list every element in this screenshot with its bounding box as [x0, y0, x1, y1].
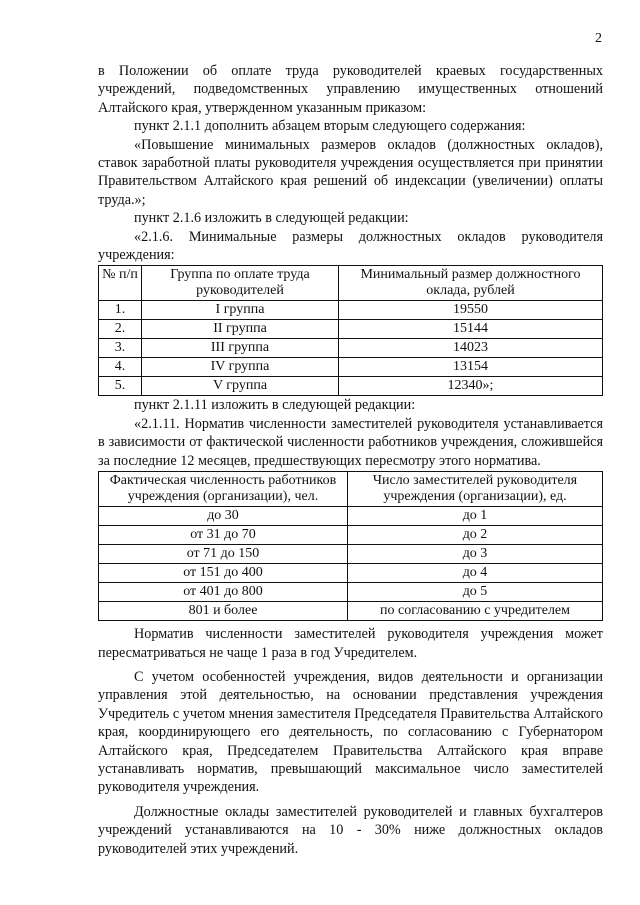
table-row [99, 545, 603, 564]
deputies-table [98, 471, 603, 621]
header-deputies-count: Число заместителей руководителя учреждения (организации), ед. [348, 472, 603, 507]
header-number: № п/п [99, 266, 142, 301]
cell-group: IV группа [142, 358, 339, 377]
paragraph-exceeding-norm: С учетом особенностей учреждения, видов деятельности и организации управления этой деятельностью, на основании представления учреждения Учредитель с учетом мнения заместителя Председателя Правительства Алтайского края, координирующего его деятельность, по согласованию с Губернатором Алтайского края, Председателем Правительства Алтайского края вправе устанавливать норматив, превышающий максимальное число заместителей руководителя учреждения. [98, 668, 603, 796]
cell-salary: 13154 [339, 358, 603, 377]
cell-group: V группа [142, 377, 339, 396]
paragraph-deputy-salaries: Должностные оклады заместителей руководителей и главных бухгалтеров учреждений устанавливаются на 10 - 30% ниже должностных окладов руководителей этих учреждений. [98, 803, 603, 857]
salary-table [98, 265, 603, 396]
cell-staff-range: 801 и более [99, 602, 348, 621]
table-row [99, 564, 603, 583]
cell-deputies: до 2 [348, 526, 603, 545]
cell-salary: 15144 [339, 320, 603, 339]
cell-deputies: по согласованию с учредителем [348, 602, 603, 621]
paragraph-clause-2-1-11: пункт 2.1.11 изложить в следующей редакции: [134, 397, 416, 414]
paragraph-intro: в Положении об оплате труда руководителей краевых государственных учреждений, подведомственных управлению имущественных отношений Алтайского края, утвержденном указанным приказом: [98, 63, 603, 116]
cell-deputies: до 4 [348, 564, 603, 583]
table-row [99, 526, 603, 545]
cell-number: 3. [99, 339, 142, 358]
cell-group: I группа [142, 301, 339, 320]
table-row [99, 583, 603, 602]
cell-number: 1. [99, 301, 142, 320]
table-row [99, 377, 603, 396]
cell-group: III группа [142, 339, 339, 358]
cell-number: 4. [99, 358, 142, 377]
table-row [99, 301, 603, 320]
table-header-row [99, 472, 603, 507]
cell-number: 2. [99, 320, 142, 339]
table-row [99, 507, 603, 526]
cell-deputies: до 5 [348, 583, 603, 602]
page-number: 2 [595, 31, 602, 46]
table-header-row [99, 266, 603, 301]
cell-deputies: до 3 [348, 545, 603, 564]
cell-number: 5. [99, 377, 142, 396]
cell-deputies: до 1 [348, 507, 603, 526]
paragraph-quote-2-1-6: «2.1.6. Минимальные размеры должностных окладов руководителя учреждения: [98, 228, 603, 264]
paragraph-quote-indexation: «Повышение минимальных размеров окладов (должностных окладов), ставок заработной платы руководителя учреждения осуществляется при принятии Правительством Алтайского края решений об индексации (увеличении) оплаты труда.»; [98, 136, 603, 208]
table-row [99, 320, 603, 339]
cell-group: II группа [142, 320, 339, 339]
header-staff-count: Фактическая численность работников учреждения (организации), чел. [99, 472, 348, 507]
table-row [99, 339, 603, 358]
table-row [99, 358, 603, 377]
header-group: Группа по оплате труда руководителей [142, 266, 339, 301]
document-body [98, 62, 603, 858]
paragraph-review-frequency: Норматив численности заместителей руководителя учреждения может пересматриваться не чаще 1 раза в год Учредителем. [98, 626, 603, 661]
cell-salary: 14023 [339, 339, 603, 358]
paragraph-clause-2-1-6: пункт 2.1.6 изложить в следующей редакции: [134, 210, 409, 227]
cell-staff-range: от 151 до 400 [99, 564, 348, 583]
header-min-salary: Минимальный размер должностного оклада, рублей [339, 266, 603, 301]
cell-salary: 12340»; [339, 377, 603, 396]
cell-staff-range: до 30 [99, 507, 348, 526]
cell-staff-range: от 401 до 800 [99, 583, 348, 602]
cell-staff-range: от 71 до 150 [99, 545, 348, 564]
paragraph-clause-2-1-1: пункт 2.1.1 дополнить абзацем вторым следующего содержания: [134, 118, 526, 135]
cell-salary: 19550 [339, 301, 603, 320]
paragraph-quote-2-1-11: «2.1.11. Норматив численности заместителей руководителя устанавливается в зависимости от фактической численности работников учреждения, сложившейся за последние 12 месяцев, предшествующих пересмотру этого норматива. [98, 415, 603, 469]
cell-staff-range: от 31 до 70 [99, 526, 348, 545]
table-row [99, 602, 603, 621]
